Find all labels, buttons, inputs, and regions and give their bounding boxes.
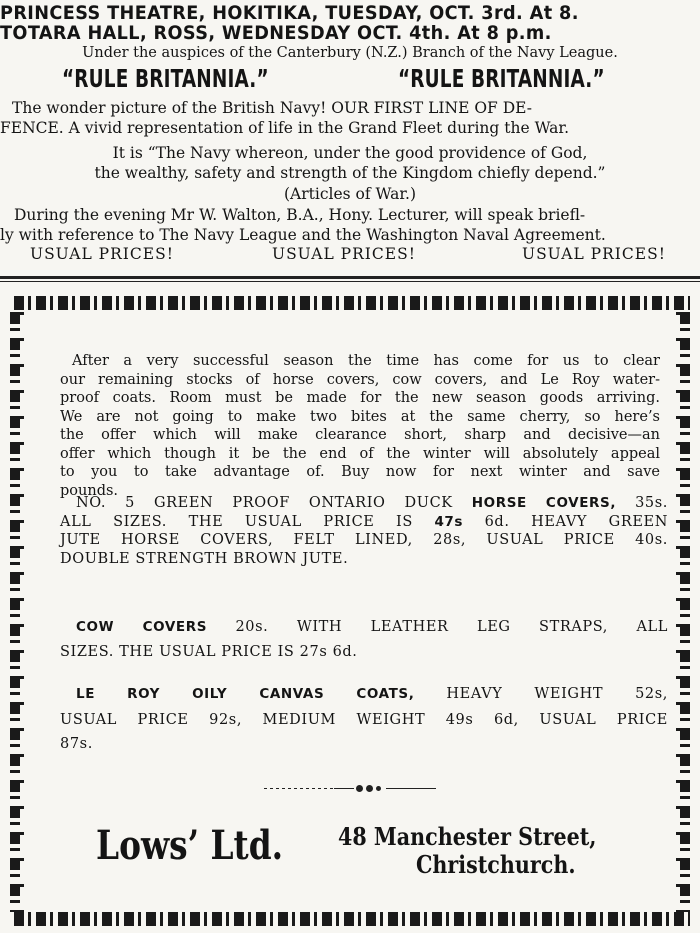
address-street: 48 Manchester Street, bbox=[338, 822, 597, 851]
paragraph-line: pounds. bbox=[60, 482, 119, 499]
price-highlight: 47s bbox=[434, 513, 464, 530]
divider-rule bbox=[0, 276, 700, 279]
body-line: FENCE. A vivid representation of life in the Grand Fleet during the War. bbox=[0, 119, 570, 137]
paragraph-line: offer which though it be the end of the winter will absolutely appeal bbox=[60, 445, 660, 462]
offer-line: USUAL PRICE 92s, MEDIUM WEIGHT 49s 6d, USUAL PRICE bbox=[60, 711, 668, 728]
offer-line bbox=[60, 513, 668, 532]
divider-rule bbox=[0, 281, 700, 282]
body-line: (Articles of War.) bbox=[283, 185, 417, 203]
body-line: It is “The Navy whereon, under the good providence of God, bbox=[112, 144, 588, 162]
offer-line: JUTE HORSE COVERS, FELT LINED, 28s, USUAL PRICE 40s. bbox=[60, 532, 668, 548]
offer-text: 6d. HEAVY GREEN bbox=[463, 513, 668, 530]
usual-prices-label: USUAL PRICES! bbox=[522, 245, 666, 263]
offer-text: ALL SIZES. THE USUAL PRICE IS bbox=[60, 513, 435, 530]
offer-line: 87s. bbox=[60, 736, 93, 752]
offer-text: HEAVY WEIGHT 52s, bbox=[414, 686, 668, 702]
address-city: Christchurch. bbox=[416, 850, 576, 879]
lows-advertisement bbox=[8, 292, 698, 930]
paragraph-line: our remaining stocks of horse covers, cow covers, and Le Roy water- bbox=[60, 371, 660, 388]
product-name-cow-covers: COW COVERS bbox=[76, 619, 208, 635]
body-line: During the evening Mr W. Walton, B.A., Hony. Lecturer, will speak briefl- bbox=[14, 206, 586, 224]
company-name: Lows’ Ltd. bbox=[96, 822, 284, 869]
product-name-le-roy-coats: LE ROY OILY CANVAS COATS, bbox=[76, 686, 415, 702]
offer-text: NO. 5 GREEN PROOF ONTARIO DUCK bbox=[76, 495, 472, 511]
paragraph-line: to you to take advantage of. Buy now for next winter and save bbox=[60, 464, 660, 480]
offer-le-roy-coats bbox=[60, 685, 668, 754]
usual-prices-label: USUAL PRICES! bbox=[272, 245, 416, 263]
paragraph-line: We are not going to make two bites at the same cherry, so here’s bbox=[60, 408, 660, 425]
usual-prices-label: USUAL PRICES! bbox=[30, 245, 174, 263]
body-line: The wonder picture of the British Navy! OUR FIRST LINE OF DE- bbox=[12, 99, 532, 117]
offer-line: DOUBLE STRENGTH BROWN JUTE. bbox=[60, 550, 349, 567]
offer-line bbox=[60, 494, 668, 513]
offer-cow-covers bbox=[60, 618, 668, 661]
theatre-advertisement bbox=[0, 0, 700, 272]
decorative-border-bottom bbox=[14, 912, 690, 926]
title-rule-britannia-left: “RULE BRITANNIA.” bbox=[62, 64, 269, 93]
headline-princess-theatre: PRINCESS THEATRE, HOKITIKA, TUESDAY, OCT. 3rd. At 8. bbox=[0, 2, 579, 24]
paragraph-line: the offer which will make clearance short, sharp and decisive—an bbox=[60, 427, 660, 443]
title-rule-britannia-right: “RULE BRITANNIA.” bbox=[398, 64, 605, 93]
decorative-border-right bbox=[680, 312, 690, 912]
offer-horse-covers bbox=[60, 494, 668, 568]
body-line: the wealthy, safety and strength of the Kingdom chiefly depend.” bbox=[94, 164, 606, 182]
offer-text: 20s. WITH LEATHER LEG STRAPS, ALL bbox=[207, 619, 668, 635]
decorative-border-left bbox=[10, 312, 20, 912]
headline-totara-hall: TOTARA HALL, ROSS, WEDNESDAY OCT. 4th. At 8 p.m. bbox=[0, 22, 552, 44]
offer-line bbox=[60, 685, 668, 704]
offer-line: SIZES. THE USUAL PRICE IS 27s 6d. bbox=[60, 643, 358, 660]
product-name-horse-covers: HORSE COVERS, bbox=[471, 495, 617, 511]
decorative-border-top bbox=[14, 296, 690, 310]
intro-paragraph bbox=[60, 352, 660, 500]
ornament-divider bbox=[264, 784, 464, 794]
offer-line bbox=[60, 618, 668, 637]
paragraph-line: proof coats. Room must be made for the new season goods arriving. bbox=[60, 390, 660, 406]
auspices-line: Under the auspices of the Canterbury (N.Z.) Branch of the Navy League. bbox=[82, 45, 618, 61]
body-line: ly with reference to The Navy League and the Washington Naval Agreement. bbox=[0, 226, 606, 244]
paragraph-line: After a very successful season the time has come for us to clear bbox=[72, 353, 660, 369]
offer-text: 35s. bbox=[616, 495, 668, 511]
